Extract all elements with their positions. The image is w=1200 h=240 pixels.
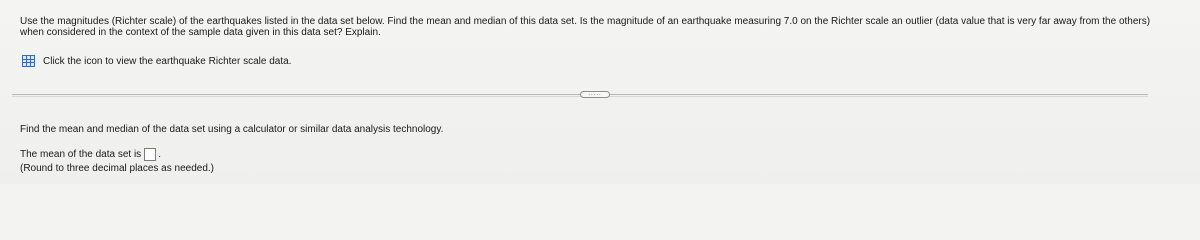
mean-prompt: The mean of the data set is bbox=[20, 149, 142, 160]
mean-period: . bbox=[158, 149, 161, 160]
question-text: Use the magnitudes (Richter scale) of the earthquakes listed in the data set below. Find the mean and median of this data set. Is the magnitude of an earthquake measuring 7.0 on the Richter scale an outlier (data value that is very far away from the others) when considered in the context of the sample data given in this data set? Explain. bbox=[20, 16, 1151, 38]
part-instruction: Find the mean and median of the data set using a calculator or similar data analysis technology. bbox=[20, 124, 444, 135]
rounding-note: (Round to three decimal places as needed.) bbox=[20, 163, 215, 174]
mean-answer-line bbox=[20, 148, 161, 161]
view-data-link[interactable] bbox=[22, 55, 291, 67]
expand-button[interactable]: ..... bbox=[580, 91, 610, 98]
mean-answer-input[interactable] bbox=[144, 148, 156, 161]
table-icon[interactable] bbox=[22, 55, 35, 67]
view-data-label[interactable]: Click the icon to view the earthquake Richter scale data. bbox=[43, 55, 292, 67]
